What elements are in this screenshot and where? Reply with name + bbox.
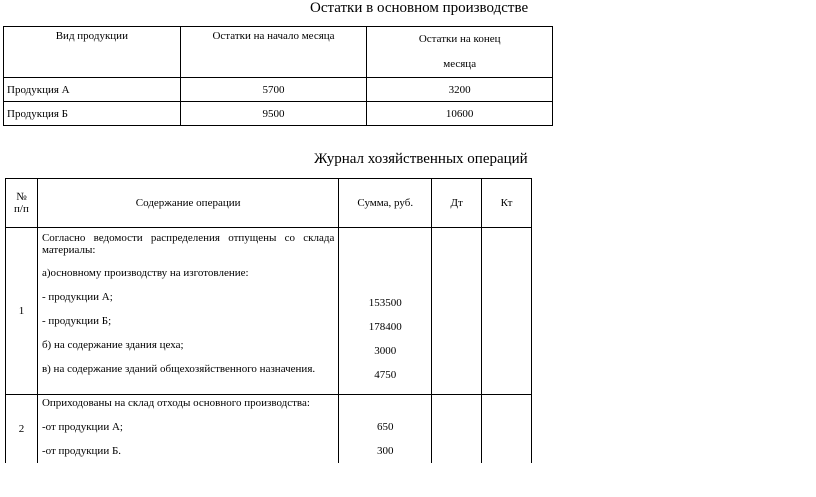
operation-line: -от продукции Б.: [41, 445, 122, 457]
header-number: [6, 179, 38, 228]
operation-content: [37, 395, 338, 464]
operation-number: 1: [6, 228, 38, 395]
table-row: [6, 395, 532, 464]
header-credit: Кт: [482, 179, 532, 228]
header-end-balance-line2: месяца: [443, 58, 477, 70]
header-end-balance-line1: Остатки на конец: [418, 33, 501, 45]
journal-title: Журнал хозяйственных операций: [314, 151, 528, 167]
balances-header-row: [4, 27, 553, 78]
header-sum: Сумма, руб.: [339, 179, 432, 228]
product-name: Продукция А: [4, 78, 181, 102]
operation-line: а)основному производству на изготовление:: [41, 267, 249, 279]
operation-content: [37, 228, 338, 395]
header-product-type: Вид продукции: [4, 27, 181, 78]
header-number-line1: №: [16, 191, 27, 203]
table-row: [6, 228, 532, 395]
header-content: Содержание операции: [37, 179, 338, 228]
journal-header-row: [6, 179, 532, 228]
operation-line: б) на содержание здания цеха;: [41, 339, 184, 351]
debit-cell: [432, 395, 482, 464]
operation-line: Оприходованы на склад отходы основного производства:: [41, 397, 310, 409]
credit-cell: [482, 228, 532, 395]
credit-cell: [482, 395, 532, 464]
table-row: [4, 78, 553, 102]
journal-table: [5, 178, 532, 463]
operation-amounts: [339, 228, 432, 395]
operation-amounts: [339, 395, 432, 464]
header-debit: Дт: [432, 179, 482, 228]
header-number-line2: п/п: [14, 203, 29, 215]
start-balance: 5700: [180, 78, 367, 102]
debit-cell: [432, 228, 482, 395]
operation-line: -от продукции А;: [41, 421, 123, 433]
amount: 153500: [368, 297, 402, 309]
operation-number: 2: [6, 395, 38, 464]
operation-line: - продукции Б;: [41, 315, 112, 327]
table-row: [4, 102, 553, 126]
amount: 300: [377, 445, 394, 457]
end-balance: 3200: [367, 78, 553, 102]
amount: 178400: [368, 321, 402, 333]
operation-line: Согласно ведомости распределения отпущены со склада материалы:: [41, 232, 335, 256]
header-start-balance: Остатки на начало месяца: [180, 27, 367, 78]
amount: 4750: [374, 369, 397, 381]
start-balance: 9500: [180, 102, 367, 126]
amount: 650: [377, 421, 394, 433]
amount: 3000: [374, 345, 397, 357]
header-end-balance: [367, 27, 553, 78]
end-balance: 10600: [367, 102, 553, 126]
balances-table: [3, 26, 553, 126]
operation-line: - продукции А;: [41, 291, 113, 303]
balances-title: Остатки в основном производстве: [310, 0, 529, 16]
product-name: Продукция Б: [4, 102, 181, 126]
operation-line: в) на содержание зданий общехозяйственного назначения.: [41, 363, 316, 375]
